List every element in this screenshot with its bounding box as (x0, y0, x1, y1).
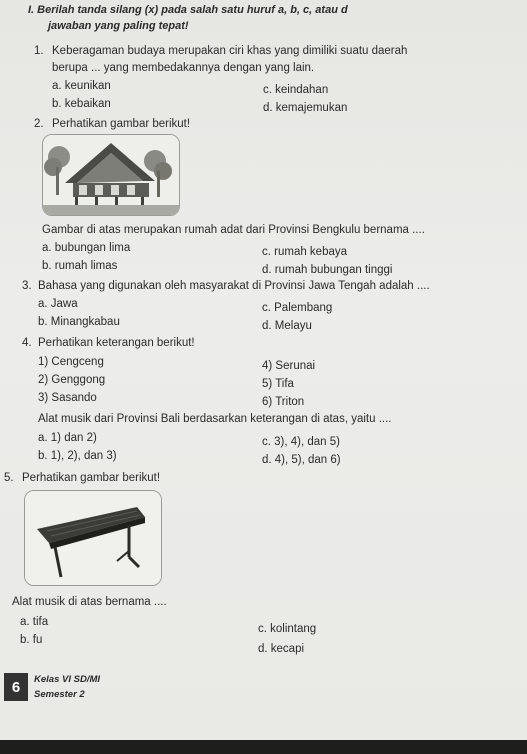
q4-option-c[interactable]: c. 3), 4), dan 5) (262, 436, 340, 448)
q2-text-2: Gambar di atas merupakan rumah adat dari Provinsi Bengkulu bernama .... (42, 224, 425, 236)
q4-number: 4. (22, 337, 32, 349)
q2-text: Perhatikan gambar berikut! (52, 118, 191, 130)
page-shadow-edge (0, 740, 527, 754)
q5-text: Perhatikan gambar berikut! (22, 472, 161, 484)
instruction-text-2: jawaban yang paling tepat! (48, 20, 189, 32)
q2-number: 2. (34, 118, 44, 130)
q4-option-d[interactable]: d. 4), 5), dan 6) (262, 454, 341, 466)
q1-option-b[interactable]: b. kebaikan (52, 98, 111, 110)
q3-number: 3. (22, 280, 32, 292)
house-illustration (43, 135, 179, 215)
q2-option-a[interactable]: a. bubungan lima (42, 242, 131, 254)
semester-label: Semester 2 (34, 689, 85, 700)
q2-option-c[interactable]: c. rumah kebaya (262, 246, 348, 258)
q1-text: Keberagaman budaya merupakan ciri khas yang dimiliki suatu daerah (52, 45, 408, 57)
q4-list-item-3: 3) Sasando (38, 392, 97, 404)
q1-number: 1. (34, 45, 44, 57)
q4-option-b[interactable]: b. 1), 2), dan 3) (38, 450, 117, 462)
bengkulu-house-image (42, 134, 180, 216)
kecapi-image (24, 490, 162, 586)
q3-option-c[interactable]: c. Palembang (262, 302, 333, 314)
q5-text-2: Alat musik di atas bernama .... (12, 596, 167, 608)
q3-option-a[interactable]: a. Jawa (38, 298, 78, 310)
q3-text: Bahasa yang digunakan oleh masyarakat di Provinsi Jawa Tengah adalah .... (38, 280, 430, 292)
q4-list-item-1: 1) Cengceng (38, 356, 104, 368)
q1-option-d[interactable]: d. kemajemukan (263, 102, 348, 114)
q5-option-c[interactable]: c. kolintang (258, 623, 317, 635)
q4-text: Perhatikan keterangan berikut! (38, 337, 195, 349)
q3-option-b[interactable]: b. Minangkabau (38, 316, 120, 328)
instrument-illustration (25, 491, 161, 585)
q1-option-c[interactable]: c. keindahan (263, 84, 329, 96)
q3-option-d[interactable]: d. Melayu (262, 320, 312, 332)
q1-text-2: berupa ... yang membedakannya dengan yang lain. (52, 62, 315, 74)
q4-list-item-6: 6) Triton (262, 396, 305, 408)
instruction-text: I. Berilah tanda silang (x) pada salah satu huruf a, b, c, atau d (28, 4, 348, 16)
q4-list-item-2: 2) Genggong (38, 374, 106, 386)
q5-number: 5. (4, 472, 14, 484)
q4-option-a[interactable]: a. 1) dan 2) (38, 432, 97, 444)
page-number-badge: 6 (4, 673, 28, 701)
q4-text-2: Alat musik dari Provinsi Bali berdasarkan keterangan di atas, yaitu .... (38, 413, 392, 425)
q5-option-a[interactable]: a. tifa (20, 616, 49, 628)
class-label: Kelas VI SD/MI (34, 674, 100, 685)
q5-option-b[interactable]: b. fu (20, 634, 43, 646)
q4-list-item-5: 5) Tifa (262, 378, 294, 390)
q1-option-a[interactable]: a. keunikan (52, 80, 111, 92)
q5-option-d[interactable]: d. kecapi (258, 643, 305, 655)
q2-option-d[interactable]: d. rumah bubungan tinggi (262, 264, 393, 276)
q4-list-item-4: 4) Serunai (262, 360, 316, 372)
q2-option-b[interactable]: b. rumah limas (42, 260, 118, 272)
